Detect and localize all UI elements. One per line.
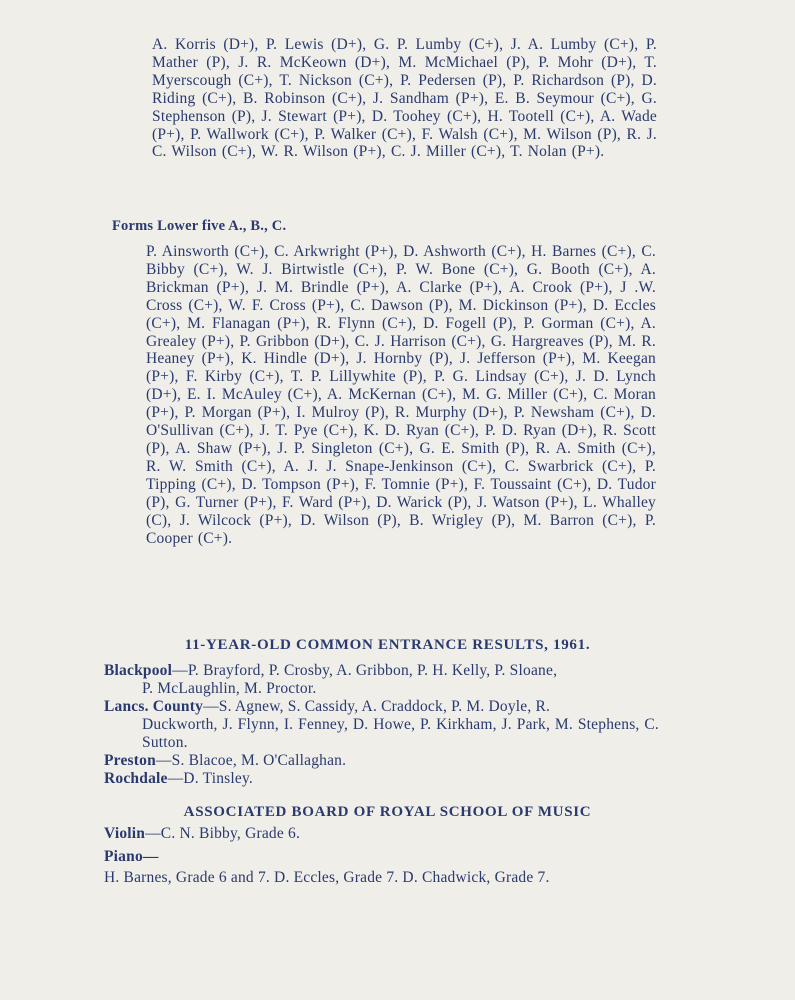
forms-lower-five-heading: Forms Lower five A., B., C. (112, 218, 287, 234)
entry-label: Rochdale (104, 770, 168, 787)
lower-five-continued-list: A. Korris (D+), P. Lewis (D+), G. P. Lumby (C+), J. A. Lumby (C+), P. Mather (P), J. R. McKeown (D+), M. McMichael (P), P. Mohr (D+), T. Myerscough (C+), T. Nickson (C+), P. Pedersen (P), P. Richardson (P), D. Riding (C+), B. Robinson (C+), J. Sandham (P+), E. B. Seymour (C+), G. Stephenson (P), J. Stewart (P+), D. Toohey (C+), H. Tootell (C+), A. Wade (P+), P. Wallwork (C+), P. Walker (C+), F. Walsh (C+), M. Wilson (P), R. J. C. Wilson (C+), W. R. Wilson (P+), C. J. Miller (C+), T. Nolan (P+). (152, 36, 657, 161)
entry-text: —P. Brayford, P. Crosby, A. Gribbon, P. H. Kelly, P. Sloane, (172, 662, 558, 679)
entry-label: Lancs. County (104, 698, 204, 715)
entry-label: Blackpool (104, 662, 173, 679)
entry-label: Preston (104, 752, 156, 769)
violin-entry (104, 825, 659, 843)
entry-text-continued: Duckworth, J. Flynn, I. Fenney, D. Howe, P. Kirkham, J. Park, M. Stephens, C. Sutton. (142, 715, 659, 751)
entrance-entry-rochdale (104, 770, 659, 788)
piano-text: H. Barnes, Grade 6 and 7. D. Eccles, Grade 7. D. Chadwick, Grade 7. (104, 869, 550, 886)
entry-text: —S. Blacoe, M. O'Callaghan. (155, 752, 347, 769)
violin-text: —C. N. Bibby, Grade 6. (145, 825, 301, 842)
entrance-entry-preston (104, 752, 659, 770)
piano-heading (104, 848, 659, 866)
entry-text: —D. Tinsley. (167, 770, 253, 787)
violin-label: Violin (104, 825, 146, 842)
entrance-entry-lancs-county (104, 698, 659, 752)
entry-text: —S. Agnew, S. Cassidy, A. Craddock, P. M. Doyle, R. (203, 698, 551, 715)
piano-entry (104, 869, 659, 887)
forms-lower-five-list: P. Ainsworth (C+), C. Arkwright (P+), D. Ashworth (C+), H. Barnes (C+), C. Bibby (C+), W. J. Birtwistle (C+), P. W. Bone (C+), G. Booth (C+), A. Brickman (P+), J. M. Brindle (P+), A. Clarke (P+), A. Crook (P+), J .W. Cross (C+), W. F. Cross (P+), C. Dawson (P), M. Dickinson (P+), D. Eccles (C+), M. Flanagan (P+), R. Flynn (C+), D. Fogell (P), P. Gorman (C+), A. Grealey (P+), P. Gribbon (D+), C. J. Harrison (C+), G. Hargreaves (P), M. R. Heaney (P+), K. Hindle (D+), J. Hornby (P), J. Jefferson (P+), M. Keegan (P+), F. Kirby (C+), T. P. Lillywhite (P), P. G. Lindsay (C+), J. D. Lynch (D+), E. I. McAuley (C+), A. McKernan (C+), M. G. Miller (C+), C. Moran (P+), P. Morgan (P+), I. Mulroy (P), R. Murphy (D+), P. Newsham (C+), D. O'Sullivan (C+), J. T. Pye (C+), K. D. Ryan (C+), P. D. Ryan (D+), R. Scott (P), A. Shaw (P+), J. P. Singleton (C+), G. E. Smith (P), R. A. Smith (C+), R. W. Smith (C+), A. J. J. Snape-Jenkinson (C+), C. Swarbrick (C+), P. Tipping (C+), D. Tompson (P+), F. Tomnie (P+), F. Toussaint (C+), D. Tudor (P), G. Turner (P+), F. Ward (P+), D. Warick (P), J. Watson (P+), L. Whalley (C), J. Wilcock (P+), D. Wilson (P), B. Wrigley (P), M. Barron (C+), P. Cooper (C+). (146, 243, 656, 547)
piano-label: Piano— (104, 848, 159, 865)
music-board-heading: ASSOCIATED BOARD OF ROYAL SCHOOL OF MUSIC (183, 804, 592, 820)
entrance-entry-blackpool (104, 662, 659, 698)
entrance-results-heading: 11-YEAR-OLD COMMON ENTRANCE RESULTS, 1961. (184, 637, 591, 653)
entry-text-continued: P. McLaughlin, M. Proctor. (142, 679, 317, 697)
